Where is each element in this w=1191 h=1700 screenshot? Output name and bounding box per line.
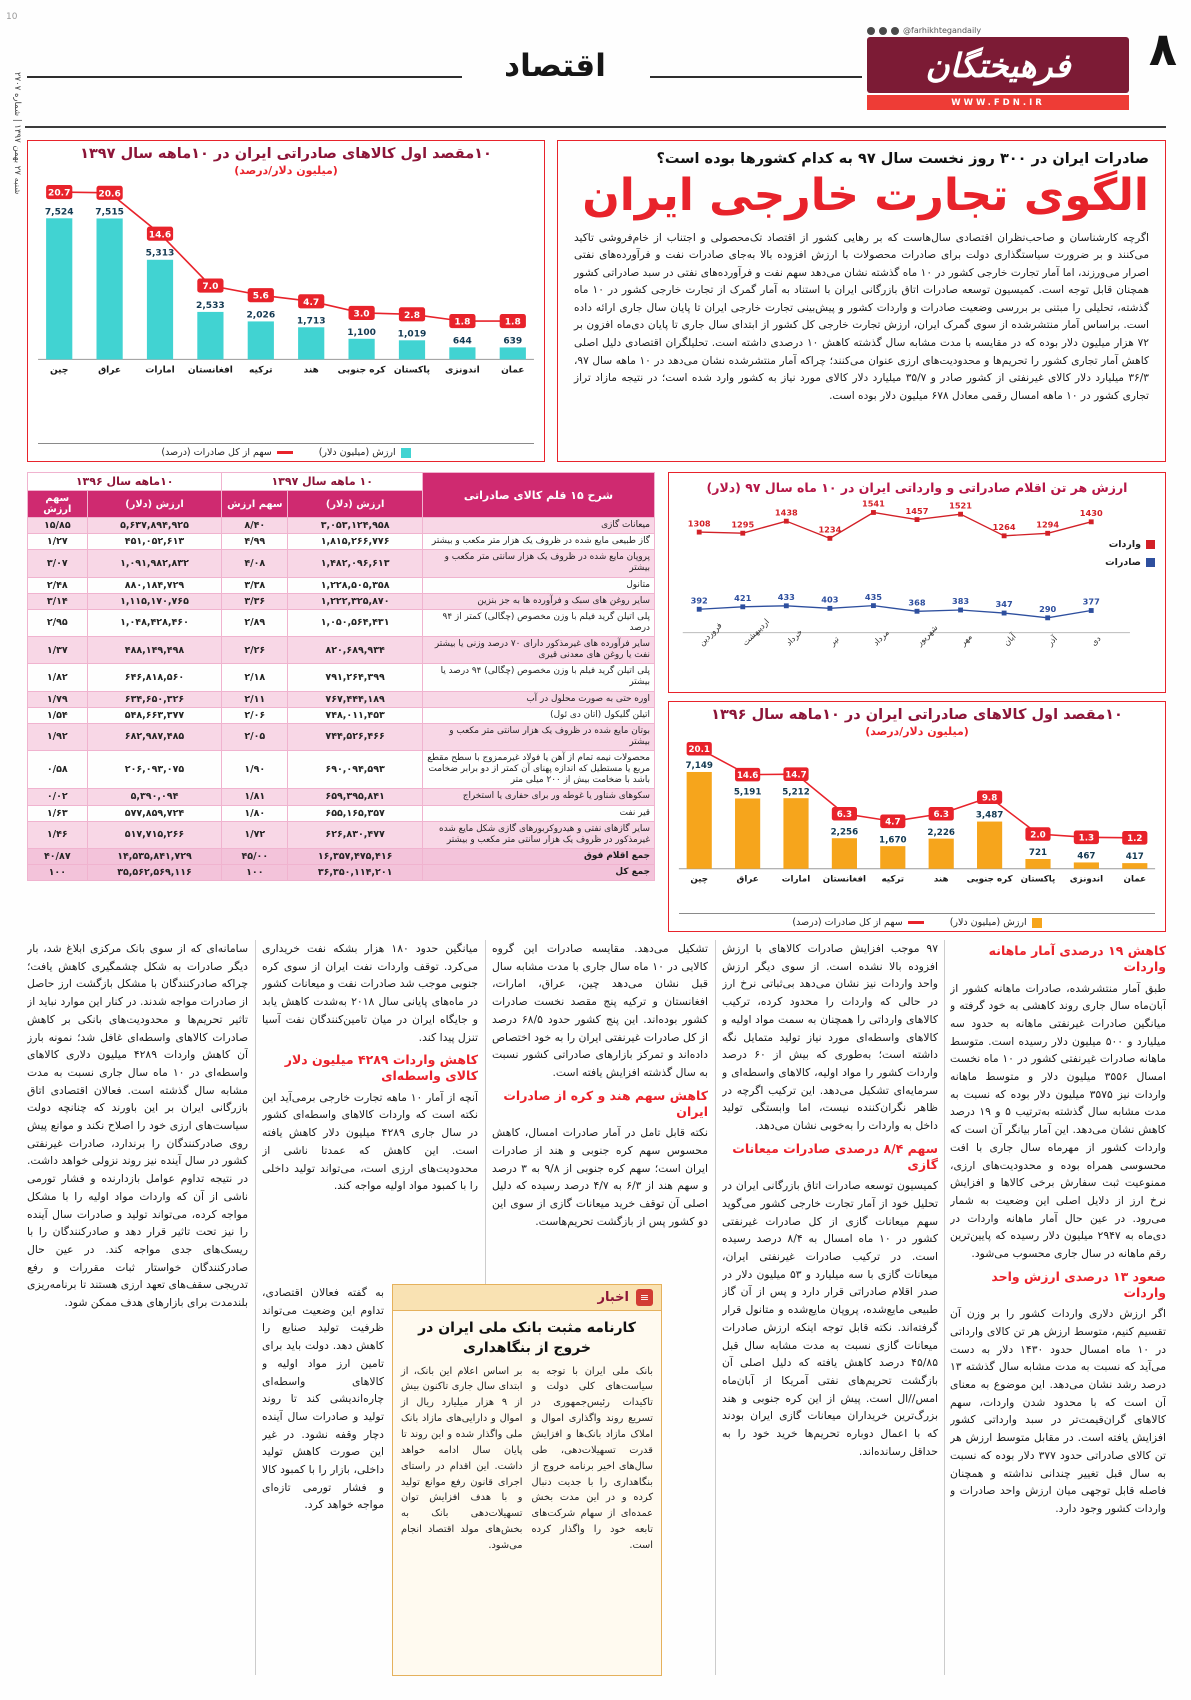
table-row: سایر فرآورده های غیرمذکور دارای ۷۰ درصد وزنی یا بیشتر نفت یا روغن های معدنی قیری ۸۲۰,۶۸۹,۹۳۴ ۲/۲۶ ۴۸۸,۱۴۹,۴۹۸ ۱/۳۷ <box>28 637 655 664</box>
column-conclusion <box>27 940 248 1677</box>
column-rule <box>255 940 256 1675</box>
svg-text:4.7: 4.7 <box>303 298 320 309</box>
chart-legend <box>38 443 534 458</box>
svg-text:20.7: 20.7 <box>48 189 71 200</box>
svg-text:اندونزی: اندونزی <box>445 365 480 376</box>
data-point <box>1045 531 1050 536</box>
svg-text:421: 421 <box>734 592 752 603</box>
table-column-header: سهم ارزش <box>28 491 88 518</box>
svg-text:383: 383 <box>951 596 970 607</box>
svg-text:721: 721 <box>1028 848 1048 859</box>
body-text: نکته قابل تامل در آمار صادرات امسال، کاهش محسوس سهم کره جنوبی و هند از صادرات ایران است؛ سهم کره جنوبی از ۹/۸ به ۳ درصد و سهم هند از ۶/۳ به ۴/۷ درصد رسیده که دلیل اصلی آن توقف خرید میعانات گازی از سوی این دو کشور پس از بازگشت تحریم‌هاست. <box>492 1126 708 1228</box>
svg-text:7,524: 7,524 <box>44 207 74 218</box>
column-monthly-imports <box>950 940 1166 1677</box>
exports-items-table-box <box>27 472 655 881</box>
svg-text:1234: 1234 <box>818 524 842 535</box>
subhead-unit-value-rise: صعود ۱۳ درصدی ارزش واحد واردات <box>991 1268 1166 1300</box>
data-point <box>827 536 832 541</box>
svg-text:3.0: 3.0 <box>353 309 370 320</box>
news-text-col2: بر اساس اعلام این بانک، از ابتدای سال جاری تاکنون بیش از ۹ هزار میلیارد ریال از اموال و دارایی‌های مازاد بانک ملی واگذار شده و این روند تا پایان سال ادامه خواهد داشت. این اقدام در راستای اجرای قانون رفع موانع تولید و با هدف افزایش توان تسهیلات‌دهی بانک به بخش‌های مولد اقتصاد انجام می‌شود. <box>401 1365 523 1552</box>
svg-text:اردیبهشت: اردیبهشت <box>740 616 772 648</box>
svg-text:435: 435 <box>864 591 883 602</box>
body-text: تشکیل می‌دهد. مقایسه صادرات این گروه کالایی در ۱۰ ماه سال جاری با مدت مشابه سال قبل نشان می‌دهد چین، عراق، امارات، افغانستان و ترکیه پنج مقصد نخست صادرات کشور بوده‌اند. این پنج کشور حدود ۶۸/۵ درصد از کل صادرات غیرنفتی ایران را به خود اختصاص داده‌اند و تمرکز بازارهای صادراتی کشور نسبت به سال گذشته افزایش یافته است. <box>492 942 708 1079</box>
table-row: پلی اتیلن گرید فیلم با وزن مخصوص (چگالی) ۹۴ درصد یا بیشتر ۷۹۱,۲۶۴,۳۹۹ ۲/۱۸ ۶۴۶,۸۱۸,۵۶۰ ۱/۸۲ <box>28 664 655 691</box>
table-row: سایر روغن های سبک و فرآورده ها به جز بنزین ۱,۲۲۲,۳۲۵,۸۷۰ ۳/۳۶ ۱,۱۱۵,۱۷۰,۷۶۵ ۳/۱۴ <box>28 593 655 609</box>
svg-text:تیر: تیر <box>827 633 841 648</box>
svg-text:639: 639 <box>503 336 523 347</box>
column-rule <box>715 940 716 1675</box>
table-row: میعانات گازی ۳,۰۵۳,۱۲۴,۹۵۸ ۸/۴۰ ۵,۶۳۷,۸۹۴,۹۲۵ ۱۵/۸۵ <box>28 518 655 534</box>
social-handle: @farhikhtegandaily <box>903 26 982 35</box>
svg-text:2,256: 2,256 <box>830 827 859 838</box>
svg-text:368: 368 <box>908 597 926 608</box>
table-row: محصولات نیمه تمام از آهن یا فولاد غیرممزوج با سطح مقطع مربع یا مستطیل که اندازه پهنای آن کمتر از دو برابر ضخامت باشد با ضخامت بیش از ۲۰۰ میلی متر ۶۹۰,۰۹۴,۵۹۳ ۱/۹۰ ۲۰۶,۰۹۳,۰۷۵ ۰/۵۸ <box>28 751 655 789</box>
svg-text:1.8: 1.8 <box>504 318 521 329</box>
bar <box>449 348 475 360</box>
svg-text:7.0: 7.0 <box>202 282 219 293</box>
body-text: به گفته فعالان اقتصادی، تداوم این وضعیت می‌تواند ظرفیت تولید صنایع را کاهش دهد. دولت باید برای تامین ارز مواد اولیه و کالاهای واسطه‌ای چاره‌اندیشی کند تا روند تولید و صادرات سال آینده دچار وقفه نشود. در غیر این صورت کاهش تولید داخلی، بازار را با کمبود کالا و فشار تورمی تازه‌ای مواجه خواهد کرد. <box>262 1286 384 1512</box>
print-corner-marker: 10 <box>6 12 18 22</box>
svg-text:1.8: 1.8 <box>454 318 471 329</box>
svg-text:6.3: 6.3 <box>933 810 949 821</box>
svg-text:1430: 1430 <box>1079 508 1103 519</box>
bar <box>399 341 425 360</box>
table-row: سکوهای شناور یا غوطه ور برای حفاری یا استخراج ۶۵۹,۳۹۵,۸۴۱ ۱/۸۱ ۵,۳۹۰,۰۹۴ ۰/۰۲ <box>28 789 655 805</box>
svg-text:1457: 1457 <box>905 505 929 516</box>
chart-unit-value <box>668 472 1166 693</box>
svg-text:14.7: 14.7 <box>785 770 807 781</box>
chart-title: ۱۰مقصد اول کالاهای صادراتی ایران در ۱۰ماهه سال ۱۳۹۶ <box>711 707 1123 723</box>
body-text: کمیسیون توسعه صادرات اتاق بازرگانی ایران در تحلیل خود از آمار تجارت خارجی کشور می‌گوید سهم میعانات گازی از کل صادرات غیرنفتی کشور در ۱۰ ماه امسال به ۸/۴ درصد رسیده است. در ترکیب صادرات غیرنفتی ایران، میعانات گازی با سه میلیارد و ۵۳ میلیون دلار در صدر اقلام صادراتی قرار دارد و پس از آن گاز طبیعی مایع‌شده، پروپان مایع‌شده و متانول قرار گرفته‌اند. نکته قابل توجه اینکه ارزش صادرات میعانات گازی نسبت به مدت مشابه سال قبل ۴۵/۸۵ درصد کاهش یافته که دلیل اصلی آن بازگشت تحریم‌های نفتی آمریکا از آبان‌ماه امس//ال است. پیش از این کره جنوبی و هند بزرگ‌ترین خریداران میعانات گازی ایران بودند که با اعمال دوباره تحریم‌ها خرید خود را به حداقل رسانده‌اند. <box>722 1179 938 1458</box>
data-point <box>827 606 832 611</box>
svg-text:عمان: عمان <box>1123 874 1147 885</box>
value-swatch <box>401 448 411 458</box>
svg-text:4.7: 4.7 <box>885 818 901 829</box>
bar <box>977 822 1002 869</box>
newspaper-logo: فرهیختگان <box>867 37 1129 93</box>
svg-text:ترکیه: ترکیه <box>881 874 905 885</box>
table-column-header: سهم ارزش <box>222 491 288 518</box>
data-point <box>1002 611 1007 616</box>
column-condensate-share <box>722 940 938 1677</box>
table-year-group: ۱۰ ماهه سال ۱۳۹۷ <box>222 473 423 491</box>
svg-text:اندونزی: اندونزی <box>1069 874 1104 885</box>
body-text: ۹۷ موجب افزایش صادرات کالاهای با ارزش افزوده بالا نشده است. از سوی دیگر ارزش واحد واردات نیز نشان می‌دهد بی‌ثباتی نرخ ارز در حالی که واردات را محدود کرده، ترکیب کالاهای وارداتی را همچنان به سمت مواد اولیه و کالاهای واسطه‌ای مورد نیاز تولید متمایل نگه داشته است؛ به‌طوری که بیش از ۶۰ درصد واردات کشور را مواد اولیه، کالاهای واسطه‌ای و سرمایه‌ای تشکیل می‌دهد. این ترکیب اگرچه در ظاهر نگران‌کننده نیست، اما وابستگی تولید داخل به واردات را به‌خوبی نشان می‌دهد. <box>722 942 938 1133</box>
table-row: قیر نفت ۶۵۵,۱۶۵,۳۵۷ ۱/۸۰ ۵۷۷,۸۵۹,۷۲۴ ۱/۶۳ <box>28 805 655 821</box>
svg-text:14.6: 14.6 <box>736 771 759 782</box>
instagram-icon <box>879 27 887 35</box>
chart-title: ارزش هر تن اقلام صادراتی و وارداتی ایران در ۱۰ ماه سال ۹۷ (دلار) <box>706 480 1128 495</box>
table-row: پروپان مایع شده در ظروف یک هزار سانتی متر مکعب و بیشتر ۱,۴۸۲,۰۹۶,۶۱۳ ۴/۰۸ ۱,۰۹۱,۹۸۲,۸۳۲ ۳/۰۷ <box>28 550 655 577</box>
bar <box>298 328 324 360</box>
bar <box>500 348 526 360</box>
svg-text:1294: 1294 <box>1036 519 1060 530</box>
data-point <box>1089 519 1094 524</box>
svg-text:9.8: 9.8 <box>981 794 998 805</box>
body-text: طبق آمار منتشرشده، صادرات ماهانه کشور از آبان‌ماه سال جاری روند کاهشی به خود گرفته و میانگین صادرات غیرنفتی ماهانه به حدود سه میلیارد و ۵۰۰ میلیون دلار رسیده است. متوسط ماهانه صادرات غیرنفتی کشور در ۱۰ ماه نخست امسال ۳۵۵۶ میلیون دلار و متوسط ماهانه واردات نیز ۳۵۷۵ میلیون دلار بوده که نسبت به مدت مشابه سال گذشته به‌ترتیب ۵ و ۱۹ درصد کاهش نشان می‌دهد. این آمار بیانگر آن است که واردات کشور از مهرماه سال جاری با افت محسوسی همراه بوده و محدودیت‌های ارزی، ممنوعیت ثبت سفارش برخی کالاها و افزایش نرخ ارز از دلایل اصلی این وضعیت به شمار می‌رود. در عین حال آمار ماهانه واردات در دی‌ماه به ۲۹۴۷ میلیون دلار رسیده که پایین‌ترین رقم ماهانه در سال جاری محسوب می‌شود. <box>950 981 1166 1261</box>
chart-subtitle: (میلیون دلار/درصد) <box>865 725 969 739</box>
table-total-row: جمع اقلام فوق ۱۶,۳۵۷,۴۷۵,۴۱۶ ۴۵/۰۰ ۱۴,۵۳۵,۸۴۱,۷۲۹ ۴۰/۸۷ <box>28 848 655 864</box>
chart-legend <box>679 913 1155 928</box>
table-desc-header: شرح ۱۵ قلم کالای صادراتی <box>423 473 655 518</box>
bar <box>1074 863 1099 869</box>
website-strip: WWW.FDN.IR <box>867 95 1129 110</box>
svg-text:ترکیه: ترکیه <box>249 365 273 376</box>
bar <box>1122 864 1147 870</box>
section-title: اقتصاد <box>504 48 606 84</box>
bar <box>735 799 760 869</box>
svg-text:2,226: 2,226 <box>927 828 955 839</box>
table-row: اتیلن گلیکول (اتان دی ئول) ۷۴۸,۰۱۱,۴۵۳ ۲/۰۶ ۵۴۸,۶۶۳,۳۷۷ ۱/۵۴ <box>28 707 655 723</box>
svg-text:2,533: 2,533 <box>196 301 225 312</box>
svg-text:افغانستان: افغانستان <box>822 874 867 885</box>
chart-exports-1396 <box>668 701 1166 932</box>
header-line-right <box>650 76 862 78</box>
svg-text:امارات: امارات <box>145 365 175 376</box>
svg-text:392: 392 <box>690 595 708 606</box>
masthead <box>867 26 1129 110</box>
header-divider <box>25 126 1166 128</box>
data-point <box>915 517 920 522</box>
svg-text:1438: 1438 <box>774 507 798 518</box>
table-year-group: ۱۰ماهه سال ۱۳۹۶ <box>28 473 222 491</box>
data-point <box>915 609 920 614</box>
table-row: گاز طبیعی مایع شده در ظروف یک هزار متر مکعب و بیشتر ۱,۸۱۵,۲۶۶,۷۷۶ ۴/۹۹ ۴۵۱,۰۵۲,۶۱۳ ۱/۲۷ <box>28 534 655 550</box>
svg-text:1521: 1521 <box>949 500 972 511</box>
svg-text:467: 467 <box>1077 851 1096 862</box>
social-row <box>867 26 1129 35</box>
data-point <box>1089 608 1094 613</box>
legend-label: ارزش (میلیون دلار) <box>949 917 1027 928</box>
body-text: اگر ارزش دلاری واردات کشور را بر وزن آن تقسیم کنیم، متوسط ارزش هر تن کالای وارداتی در ۱۰ ماه امسال حدود ۱۴۳۰ دلار به دست می‌آید که نسبت به مدت مشابه سال گذشته ۱۳ درصد رشد نشان می‌دهد. این موضوع به معنای آن است که با محدود شدن واردات، سهم کالاهای گران‌قیمت‌تر در سبد وارداتی کشور افزایش یافته است. در مقابل متوسط ارزش هر تن کالای صادراتی حدود ۳۷۷ دلار بوده که نسبت به سال قبل تغییر چندانی نداشته و همچنان فاصله قابل توجهی میان ارزش واحد صادرات و واردات کشور وجود دارد. <box>950 1307 1166 1515</box>
column-continuation-strip <box>262 1284 384 1676</box>
svg-text:7,515: 7,515 <box>95 207 124 218</box>
news-label: اخبار <box>597 1290 629 1305</box>
bar <box>348 339 374 360</box>
imports-swatch <box>1146 540 1155 549</box>
svg-text:20.1: 20.1 <box>688 745 710 756</box>
svg-text:2,026: 2,026 <box>246 310 276 321</box>
subhead-india-korea-drop: کاهش سهم هند و کره از صادرات ایران <box>503 1087 708 1119</box>
svg-text:عراق: عراق <box>736 874 759 885</box>
svg-text:1,713: 1,713 <box>296 316 326 327</box>
svg-text:377: 377 <box>1082 596 1100 607</box>
data-point <box>871 510 876 515</box>
news-box <box>392 1284 662 1676</box>
data-point <box>1002 533 1007 538</box>
svg-text:آذر: آذر <box>1044 633 1060 648</box>
svg-text:کره جنوبی: کره جنوبی <box>337 365 386 376</box>
data-point <box>958 608 963 613</box>
bar <box>147 260 173 360</box>
svg-text:پاکستان: پاکستان <box>1020 874 1056 885</box>
svg-text:5,191: 5,191 <box>733 788 762 799</box>
bar <box>929 839 954 869</box>
svg-text:20.6: 20.6 <box>98 189 121 200</box>
svg-text:چین: چین <box>50 365 69 376</box>
table-column-header: ارزش (دلار) <box>87 491 222 518</box>
svg-text:7,149: 7,149 <box>685 761 713 772</box>
lead-headline: الگوی تجارت خارجی ایران <box>582 170 1149 221</box>
body-text: سامانه‌ای که از سوی بانک مرکزی ابلاغ شد، بار دیگر صادرات به شکل چشمگیری کاهش یافت؛ چراکه صادرکنندگان با مشکل بازگشت ارز حاصل از صادرات مواجه شدند. در کنار این موارد نباید از تاثیر تحریم‌ها و محدودیت‌های بانکی بر کاهش صادرات کالاهای واسطه‌ای غافل شد؛ نمونه بارز آن کاهش واردات ۴۲۸۹ میلیون دلاری کالاهای واسطه‌ای در ۱۰ ماه سال جاری نسبت به مدت مشابه سال گذشته است. فعالان اقتصادی اتاق بازرگانی ایران بر این باورند که چنانچه دولت سیاست‌های ارزی خود را اصلاح نکند و موانع پیش روی صادرکنندگان را برندارد، صادرات غیرنفتی کشور در سال آینده نیز روند نزولی خواهد داشت. در نتیجه تداوم عوامل بازدارنده و فشار تورمی ناشی از آن که واردات مواد اولیه را با مشکل مواجه کرده، می‌تواند تولید و صادرات سال آینده را نیز تحت تاثیر قرار دهد و صادرکنندگان را با ریسک‌های جدی مواجه کند. در عین حال صادرکنندگان خواستار ثبات مقررات و رفع تدریجی سقف‌های تعهد ارزی هستند تا برنامه‌ریزی بلندمدت برای بازارهای هدف ممکن شود. <box>27 942 248 1310</box>
svg-text:امارات: امارات <box>781 874 811 885</box>
svg-text:شهریور: شهریور <box>914 622 940 648</box>
svg-text:1308: 1308 <box>687 518 711 529</box>
page-number: ۸ <box>1148 22 1177 76</box>
svg-text:347: 347 <box>995 599 1013 610</box>
data-point <box>1045 615 1050 620</box>
news-body <box>393 1364 661 1554</box>
legend-label: واردات <box>1108 539 1141 550</box>
data-point <box>871 603 876 608</box>
svg-text:433: 433 <box>777 591 795 602</box>
chart-exports-1397 <box>27 140 545 462</box>
telegram-icon <box>867 27 875 35</box>
svg-text:5,212: 5,212 <box>782 787 810 798</box>
data-point <box>740 531 745 536</box>
svg-text:6.3: 6.3 <box>836 810 853 821</box>
news-icon: ≡ <box>636 1289 653 1306</box>
chart-legend <box>1105 539 1155 568</box>
svg-text:1295: 1295 <box>731 519 755 530</box>
data-point <box>784 603 789 608</box>
date-line: شنبه ۲۷ بهمن ۱۳۹۷ | شماره ۲۷۰۷ <box>12 71 22 194</box>
share-swatch <box>908 921 924 924</box>
svg-text:عمان: عمان <box>501 365 525 376</box>
table-row: بوتان مایع شده در ظروف یک هزار سانتی متر مکعب و بیشتر ۷۴۴,۵۲۶,۴۶۶ ۲/۰۵ ۶۸۲,۹۸۷,۴۸۵ ۱/۹۲ <box>28 723 655 750</box>
exports-swatch <box>1146 558 1155 567</box>
data-point <box>697 530 702 535</box>
table-row: سایر گازهای نفتی و هیدروکربورهای گازی شکل مایع شده غیرمذکور در ظروف یک هزار سانتی متر مکعب و بیشتر ۶۲۶,۸۳۰,۴۷۷ ۱/۷۲ ۵۱۷,۷۱۵,۲۶۶ ۱/۴۶ <box>28 821 655 848</box>
svg-text:14.6: 14.6 <box>148 230 172 241</box>
news-header <box>393 1285 661 1311</box>
body-text: آنچه از آمار ۱۰ ماهه تجارت خارجی برمی‌آید این نکته است که واردات کالاهای واسطه‌ای کشور در سال جاری ۴۲۸۹ میلیون دلار کاهش یافته است. این کاهش که عمدتا ناشی از محدودیت‌های ارزی است، می‌تواند تولید داخلی را با کمبود مواد اولیه مواجه کند. <box>262 1090 478 1193</box>
svg-text:دی: دی <box>1088 633 1103 648</box>
svg-text:1,019: 1,019 <box>397 329 427 340</box>
bar <box>248 322 274 360</box>
legend-label: ارزش (میلیون دلار) <box>318 447 396 458</box>
svg-text:هند: هند <box>933 874 949 885</box>
svg-text:1,670: 1,670 <box>879 835 907 846</box>
column-intermediate-goods <box>262 940 478 1276</box>
legend-label: سهم از کل صادرات (درصد) <box>792 917 903 928</box>
svg-text:افغانستان: افغانستان <box>187 365 233 376</box>
svg-text:فروردین: فروردین <box>696 620 724 648</box>
subhead-intermediate-imports-drop: کاهش واردات ۴۲۸۹ میلیون دلار کالای واسطه‌ای <box>284 1052 478 1084</box>
svg-text:عراق: عراق <box>98 365 122 376</box>
table-total-row: جمع کل ۳۶,۳۵۰,۱۱۴,۲۰۱ ۱۰۰ ۳۵,۵۶۲,۵۶۹,۱۱۶ ۱۰۰ <box>28 865 655 881</box>
svg-text:2.8: 2.8 <box>403 311 421 322</box>
svg-text:کره جنوبی: کره جنوبی <box>966 874 1013 885</box>
svg-text:1,100: 1,100 <box>347 328 376 339</box>
data-point <box>958 512 963 517</box>
news-text-col1: بانک ملی ایران با توجه به سیاست‌های کلی دولت و تاکیدات رئیس‌جمهوری در تسریع روند واگذاری اموال و املاک مازاد بانک‌ها و افزایش قدرت تسهیلات‌دهی، طی سال‌های اخیر برنامه خروج از بنگاهداری را با جدیت دنبال کرده و در این مدت بخش عمده‌ای از سهام شرکت‌های تابعه خود را واگذار کرده است. <box>531 1365 653 1552</box>
svg-text:پاکستان: پاکستان <box>393 365 431 376</box>
bar <box>783 799 808 870</box>
chart-title: ۱۰مقصد اول کالاهای صادراتی ایران در ۱۰ماهه سال ۱۳۹۷ <box>80 146 492 162</box>
table-row: متانول ۱,۲۲۸,۵۰۵,۳۵۸ ۳/۳۸ ۸۸۰,۱۸۴,۷۲۹ ۲/۴۸ <box>28 577 655 593</box>
bar <box>46 219 72 360</box>
bar <box>1025 859 1050 869</box>
lead-article <box>557 140 1166 462</box>
lead-kicker: صادرات ایران در ۳۰۰ روز نخست سال ۹۷ به کدام کشورها بوده است؟ <box>656 151 1149 167</box>
bar <box>687 772 712 869</box>
bar-chart-1397-svg <box>34 180 538 394</box>
value-swatch <box>1032 918 1042 928</box>
svg-text:644: 644 <box>452 336 472 347</box>
bar <box>97 219 123 360</box>
svg-text:2.0: 2.0 <box>1030 830 1046 841</box>
header-line-left <box>27 76 462 78</box>
twitter-icon <box>891 27 899 35</box>
exports-items-table <box>27 472 655 881</box>
svg-text:مهر: مهر <box>957 631 974 648</box>
table-row: اوره حتی به صورت محلول در آب ۷۶۷,۴۴۴,۱۸۹ ۲/۱۱ ۶۳۴,۶۵۰,۳۲۶ ۱/۷۹ <box>28 691 655 707</box>
data-point <box>697 607 702 612</box>
svg-text:مرداد: مرداد <box>870 627 891 648</box>
svg-text:403: 403 <box>821 594 839 605</box>
svg-text:1.3: 1.3 <box>1078 834 1095 845</box>
column-rule <box>944 940 945 1675</box>
svg-text:417: 417 <box>1125 852 1144 863</box>
column-india-korea-share <box>492 940 708 1276</box>
bar <box>197 312 223 360</box>
line-chart-unit-value-svg <box>675 499 1159 677</box>
series-line-0 <box>699 512 1091 538</box>
subhead-monthly-imports-drop: کاهش ۱۹ درصدی آمار ماهانه واردات <box>988 943 1166 975</box>
svg-text:آبان: آبان <box>1001 631 1018 648</box>
bar <box>880 847 905 870</box>
svg-text:5.6: 5.6 <box>252 292 269 303</box>
svg-text:خرداد: خرداد <box>783 626 805 648</box>
bar <box>832 839 857 870</box>
svg-text:هند: هند <box>303 365 319 376</box>
bar-chart-1396-svg <box>675 741 1159 888</box>
table-column-header: ارزش (دلار) <box>288 491 423 518</box>
series-line-1 <box>699 606 1091 618</box>
legend-label: سهم از کل صادرات (درصد) <box>161 447 272 458</box>
svg-text:1541: 1541 <box>862 499 885 509</box>
table-row: پلی اتیلن گرید فیلم با وزن مخصوص (چگالی) کمتر از ۹۴ درصد ۱,۰۵۰,۵۶۴,۴۳۱ ۲/۸۹ ۱,۰۴۸,۴۲۸,۴۶۰ ۲/۹۵ <box>28 609 655 636</box>
svg-text:چین: چین <box>690 874 709 885</box>
legend-label: صادرات <box>1105 557 1141 568</box>
svg-text:290: 290 <box>1039 604 1057 615</box>
lead-body: اگرچه کارشناسان و صاحب‌نظران اقتصادی سال‌هاست که بر رهایی کشور از اقتصاد تک‌محصولی و اجتناب از خام‌فروشی تاکید می‌کنند و بر ضرورت سیاستگذاری دولت برای صادرات محصولات با ارزش افزوده بالا به‌جای صادرات نفت و فرآورده‌های نفتی اصرار می‌ورزند، اما آمار تجارت خارجی کشور در ۱۰ ماه گذشته نشان می‌دهد سهم نفت و فرآورده‌های نفتی در سبد صادراتی کشور همچنان قابل توجه است. کمیسیون توسعه صادرات اتاق بازرگانی ایران با استناد به آمار گمرک از تجارت خارجی کشور در ۱۰ ماه گذشته، تحلیلی را مبتنی بر بررسی وضعیت صادرات و واردات کشور و پیش‌بینی تجارت خارجی ایران تا پایان سال جاری ارائه داده است. براساس آمار منتشرشده از سوی گمرک ایران، ارزش تجارت خارجی کل کشور از ابتدای سال جاری تا پایان دی‌ماه افزون بر ۷۲ هزار میلیون دلار بوده که در مقایسه با مدت مشابه سال گذشته کاهش ۱۰ درصدی داشته است. تحلیلگران اقتصادی دلیل اصلی کاهش آمار تجاری کشور را تحریم‌ها و محدودیت‌های ارزی عنوان می‌کنند؛ چراکه آمار منتشرشده نشان می‌دهد در ۱۰ ماهه سال ۹۷، ۳۶/۳ میلیارد دلار کالای غیرنفتی از کشور صادر و ۳۵/۷ میلیارد دلار کالای مورد نیاز به کشور وارد شده است؛ در نتیجه مازاد تراز تجاری کشور در ۱۰ ماهه امسال رقمی معادل ۶۷۸ میلیون دلار بوده است. <box>574 231 1150 402</box>
data-point <box>740 604 745 609</box>
svg-text:1.2: 1.2 <box>1127 834 1143 845</box>
body-text: میانگین حدود ۱۸۰ هزار بشکه نفت خریداری می‌کرد. توقف واردات نفت ایران از سوی کره جنوبی موجب شد صادرات نفت و میعانات کشور در ماه‌های پایانی سال ۲۰۱۸ به‌شدت کاهش یابد و جایگاه ایران در میان تامین‌کنندگان نفت آسیا تنزل پیدا کند. <box>262 942 478 1044</box>
svg-text:5,313: 5,313 <box>145 249 175 260</box>
svg-text:3,487: 3,487 <box>975 811 1004 822</box>
news-headline: کارنامه مثبت بانک ملی ایران در خروج از بنگاهداری <box>418 1320 636 1357</box>
share-swatch <box>277 451 293 454</box>
subhead-condensate-share: سهم ۸/۴ درصدی صادرات میعانات گازی <box>732 1140 938 1172</box>
svg-text:1264: 1264 <box>992 522 1016 533</box>
data-point <box>784 519 789 524</box>
chart-subtitle: (میلیون دلار/درصد) <box>234 164 338 178</box>
